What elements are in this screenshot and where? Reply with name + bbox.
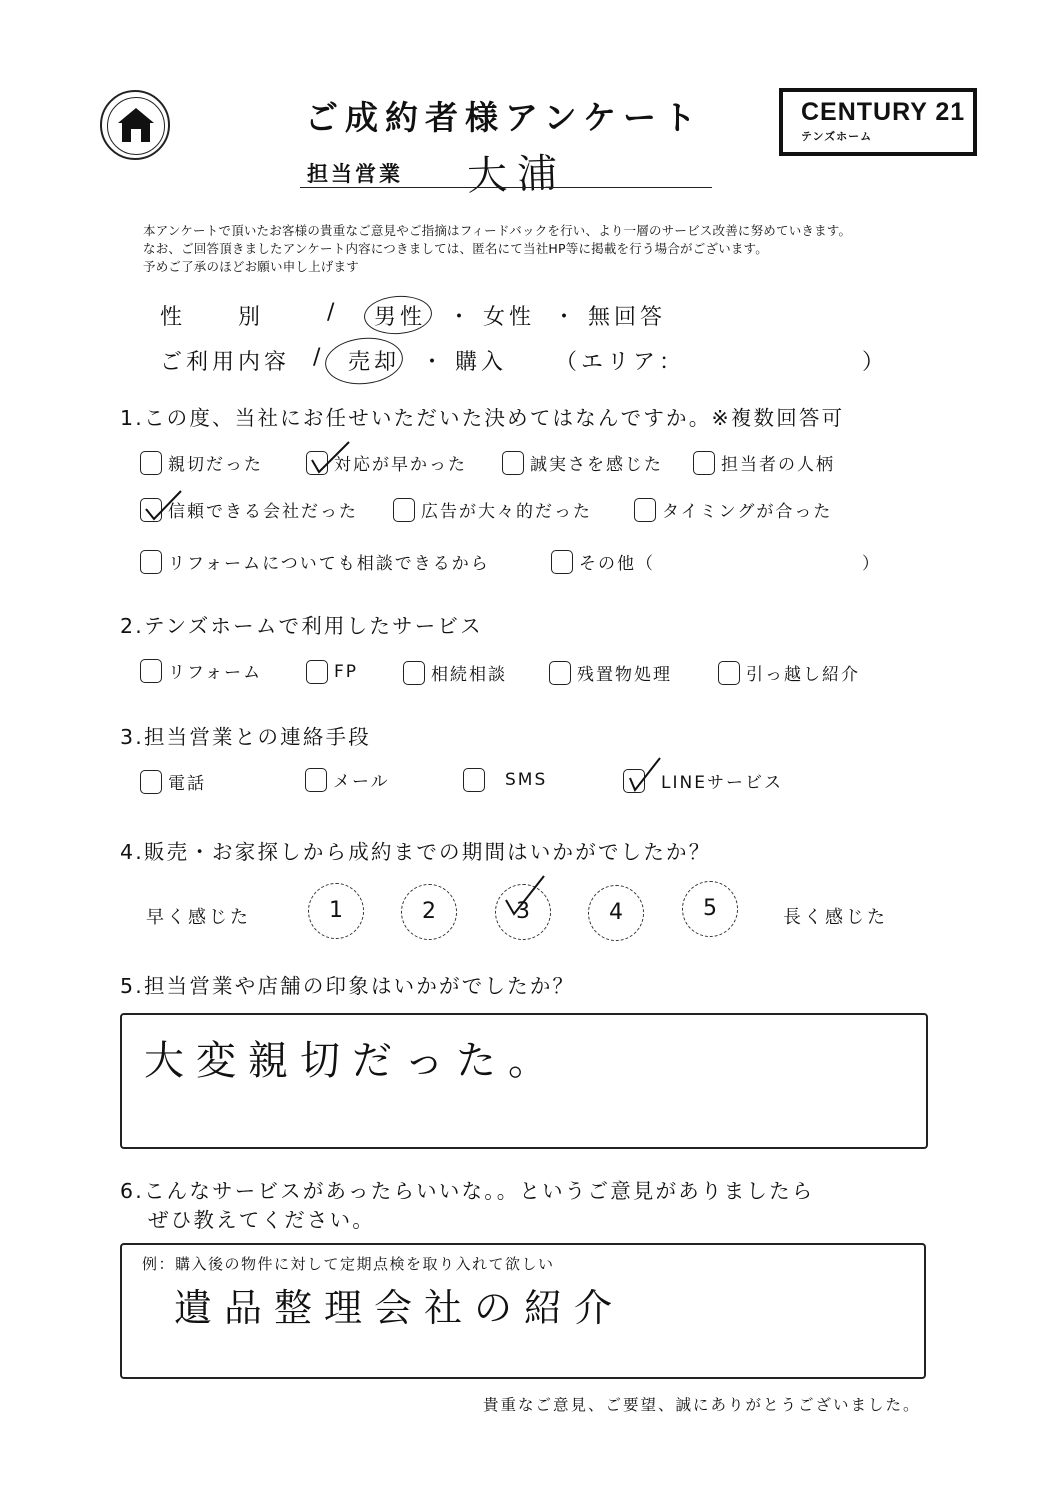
scale-option-2[interactable]: 2 — [401, 884, 457, 940]
gender-option-male[interactable]: 男性 — [374, 305, 427, 330]
checkbox[interactable] — [693, 451, 715, 475]
q1-option[interactable] — [140, 497, 358, 522]
q2-option[interactable] — [549, 660, 672, 685]
q5-question: 5.担当営業や店舗の印象はいかがでしたか？ — [120, 974, 576, 998]
option-label: 信頼できる会社だった — [168, 502, 358, 522]
checkbox[interactable] — [634, 498, 656, 522]
gender-option-female[interactable]: 女性 — [483, 305, 536, 330]
q6-example-text: 例：購入後の物件に対して定期点検を取り入れて欲しい — [142, 1255, 555, 1273]
option-label: FP — [334, 662, 359, 682]
q1-question: 1.この度、当社にお任せいただいた決めてはなんですか。※複数回答可 — [120, 406, 845, 430]
gender-dot: ・ — [448, 305, 475, 330]
intro-line-2: なお、ご回答頂きましたアンケート内容につきましては、匿名にて当社HP等に掲載を行う場合がございます。 — [143, 241, 768, 256]
selected-circle-mark — [323, 334, 405, 388]
q6-question-line-2: ぜひ教えてください。 — [148, 1208, 375, 1232]
option-label: 広告が大々的だった — [421, 502, 592, 522]
usage-separator: / — [313, 345, 325, 370]
q6-answer-text: 遺品整理会社の紹介 — [174, 1286, 625, 1330]
q3-option[interactable] — [623, 768, 783, 793]
checkbox-checked[interactable] — [140, 498, 162, 522]
brand-name: CENTURY 21 — [801, 98, 966, 126]
scale-option-3[interactable]: 3 — [495, 884, 551, 940]
q2-question: 2.テンズホームで利用したサービス — [120, 614, 483, 638]
gender-label: 性 別 — [160, 305, 265, 330]
q3-option[interactable] — [305, 767, 390, 792]
sales-rep-label: 担当営業 — [307, 162, 403, 186]
usage-option-buy[interactable]: 購入 — [455, 350, 508, 375]
footer-thanks: 貴重なご意見、ご要望、誠にありがとうございました。 — [483, 1396, 921, 1414]
q1-option[interactable] — [393, 497, 592, 522]
usage-dot: ・ — [421, 350, 448, 375]
intro-line-3: 予めご了承のほどお願い申し上げます — [143, 259, 359, 274]
checkbox[interactable] — [463, 768, 485, 792]
q4-question: 4.販売・お家探しから成約までの期間はいかがでしたか？ — [120, 840, 712, 864]
scale-checkmark-icon — [498, 872, 548, 922]
q2-option[interactable] — [403, 660, 507, 685]
house-icon — [116, 105, 156, 145]
gender-dot: ・ — [553, 305, 580, 330]
scale-right-label: 長く感じた — [783, 907, 888, 928]
checkbox[interactable] — [718, 661, 740, 685]
checkbox-checked[interactable] — [623, 769, 645, 793]
checkbox[interactable] — [140, 770, 162, 794]
sales-rep-value[interactable]: 大浦 — [466, 150, 568, 200]
q1-option[interactable] — [502, 450, 663, 475]
checkbox[interactable] — [403, 661, 425, 685]
q6-question-line-1: 6.こんなサービスがあったらいいな。。というご意見がありましたら — [120, 1179, 815, 1203]
option-label: その他（ — [579, 554, 655, 574]
q1-option[interactable] — [693, 450, 835, 475]
scale-option-1[interactable]: 1 — [308, 883, 364, 939]
option-label: 引っ越し紹介 — [746, 665, 860, 685]
q1-option[interactable] — [140, 450, 263, 475]
brand-subtitle: テンズホーム — [801, 130, 873, 143]
checkbox[interactable] — [393, 498, 415, 522]
q3-option[interactable] — [140, 769, 206, 794]
q1-other-close: ） — [862, 554, 881, 574]
form-title: ご成約者様アンケート — [305, 98, 704, 137]
scale-option-5[interactable]: 5 — [682, 881, 738, 937]
option-label: 担当者の人柄 — [721, 455, 835, 475]
checkbox[interactable] — [549, 661, 571, 685]
checkbox-checked[interactable] — [306, 451, 328, 475]
brand-logo — [779, 88, 977, 156]
q3-question: 3.担当営業との連絡手段 — [120, 725, 371, 749]
option-label: 対応が早かった — [334, 455, 467, 475]
q1-option[interactable] — [140, 549, 490, 574]
option-label: 電話 — [168, 774, 206, 794]
option-label: タイミングが合った — [662, 502, 833, 522]
intro-line-1: 本アンケートで頂いたお客様の貴重なご意見やご指摘はフィードバックを行い、より一層のサービス改善に努めていきます。 — [143, 223, 852, 238]
option-label: LINEサービス — [661, 773, 783, 793]
option-label: リフォーム — [168, 663, 263, 683]
option-label: 誠実さを感じた — [530, 455, 663, 475]
q1-option[interactable] — [551, 549, 655, 574]
home-logo — [100, 90, 170, 160]
option-label: 残置物処理 — [577, 665, 672, 685]
usage-label: ご利用内容 — [160, 350, 291, 375]
option-label: 相続相談 — [431, 665, 507, 685]
q2-option[interactable] — [718, 660, 860, 685]
scale-left-label: 早く感じた — [146, 907, 251, 928]
q3-option[interactable] — [463, 768, 547, 792]
q5-answer-box[interactable] — [120, 1013, 928, 1149]
gender-separator: / — [327, 300, 339, 325]
checkbox[interactable] — [305, 768, 327, 792]
option-label: 親切だった — [168, 455, 263, 475]
option-label: リフォームについても相談できるから — [168, 554, 490, 574]
sales-rep-underline — [300, 187, 712, 188]
q5-answer-text: 大変親切だった。 — [144, 1038, 560, 1084]
scale-option-4[interactable]: 4 — [588, 885, 644, 941]
checkbox[interactable] — [140, 550, 162, 574]
q6-answer-box[interactable] — [120, 1243, 926, 1379]
option-label: メール — [333, 772, 390, 792]
checkbox[interactable] — [140, 659, 162, 683]
q1-option[interactable] — [634, 497, 832, 522]
usage-option-sell[interactable]: 売却 — [348, 350, 401, 375]
q1-option[interactable] — [306, 450, 467, 475]
checkbox[interactable] — [140, 451, 162, 475]
checkmark-icon — [309, 438, 355, 478]
usage-area-label: （エリア： — [555, 350, 686, 375]
checkbox[interactable] — [502, 451, 524, 475]
q2-option[interactable] — [140, 658, 262, 683]
usage-area-close: ） — [862, 350, 889, 375]
checkmark-icon — [143, 485, 189, 525]
checkmark-icon — [626, 756, 672, 796]
checkbox[interactable] — [551, 550, 573, 574]
q2-option[interactable] — [306, 660, 358, 684]
gender-option-none[interactable]: 無回答 — [588, 305, 667, 330]
option-label: SMS — [505, 770, 548, 790]
checkbox[interactable] — [306, 660, 328, 684]
